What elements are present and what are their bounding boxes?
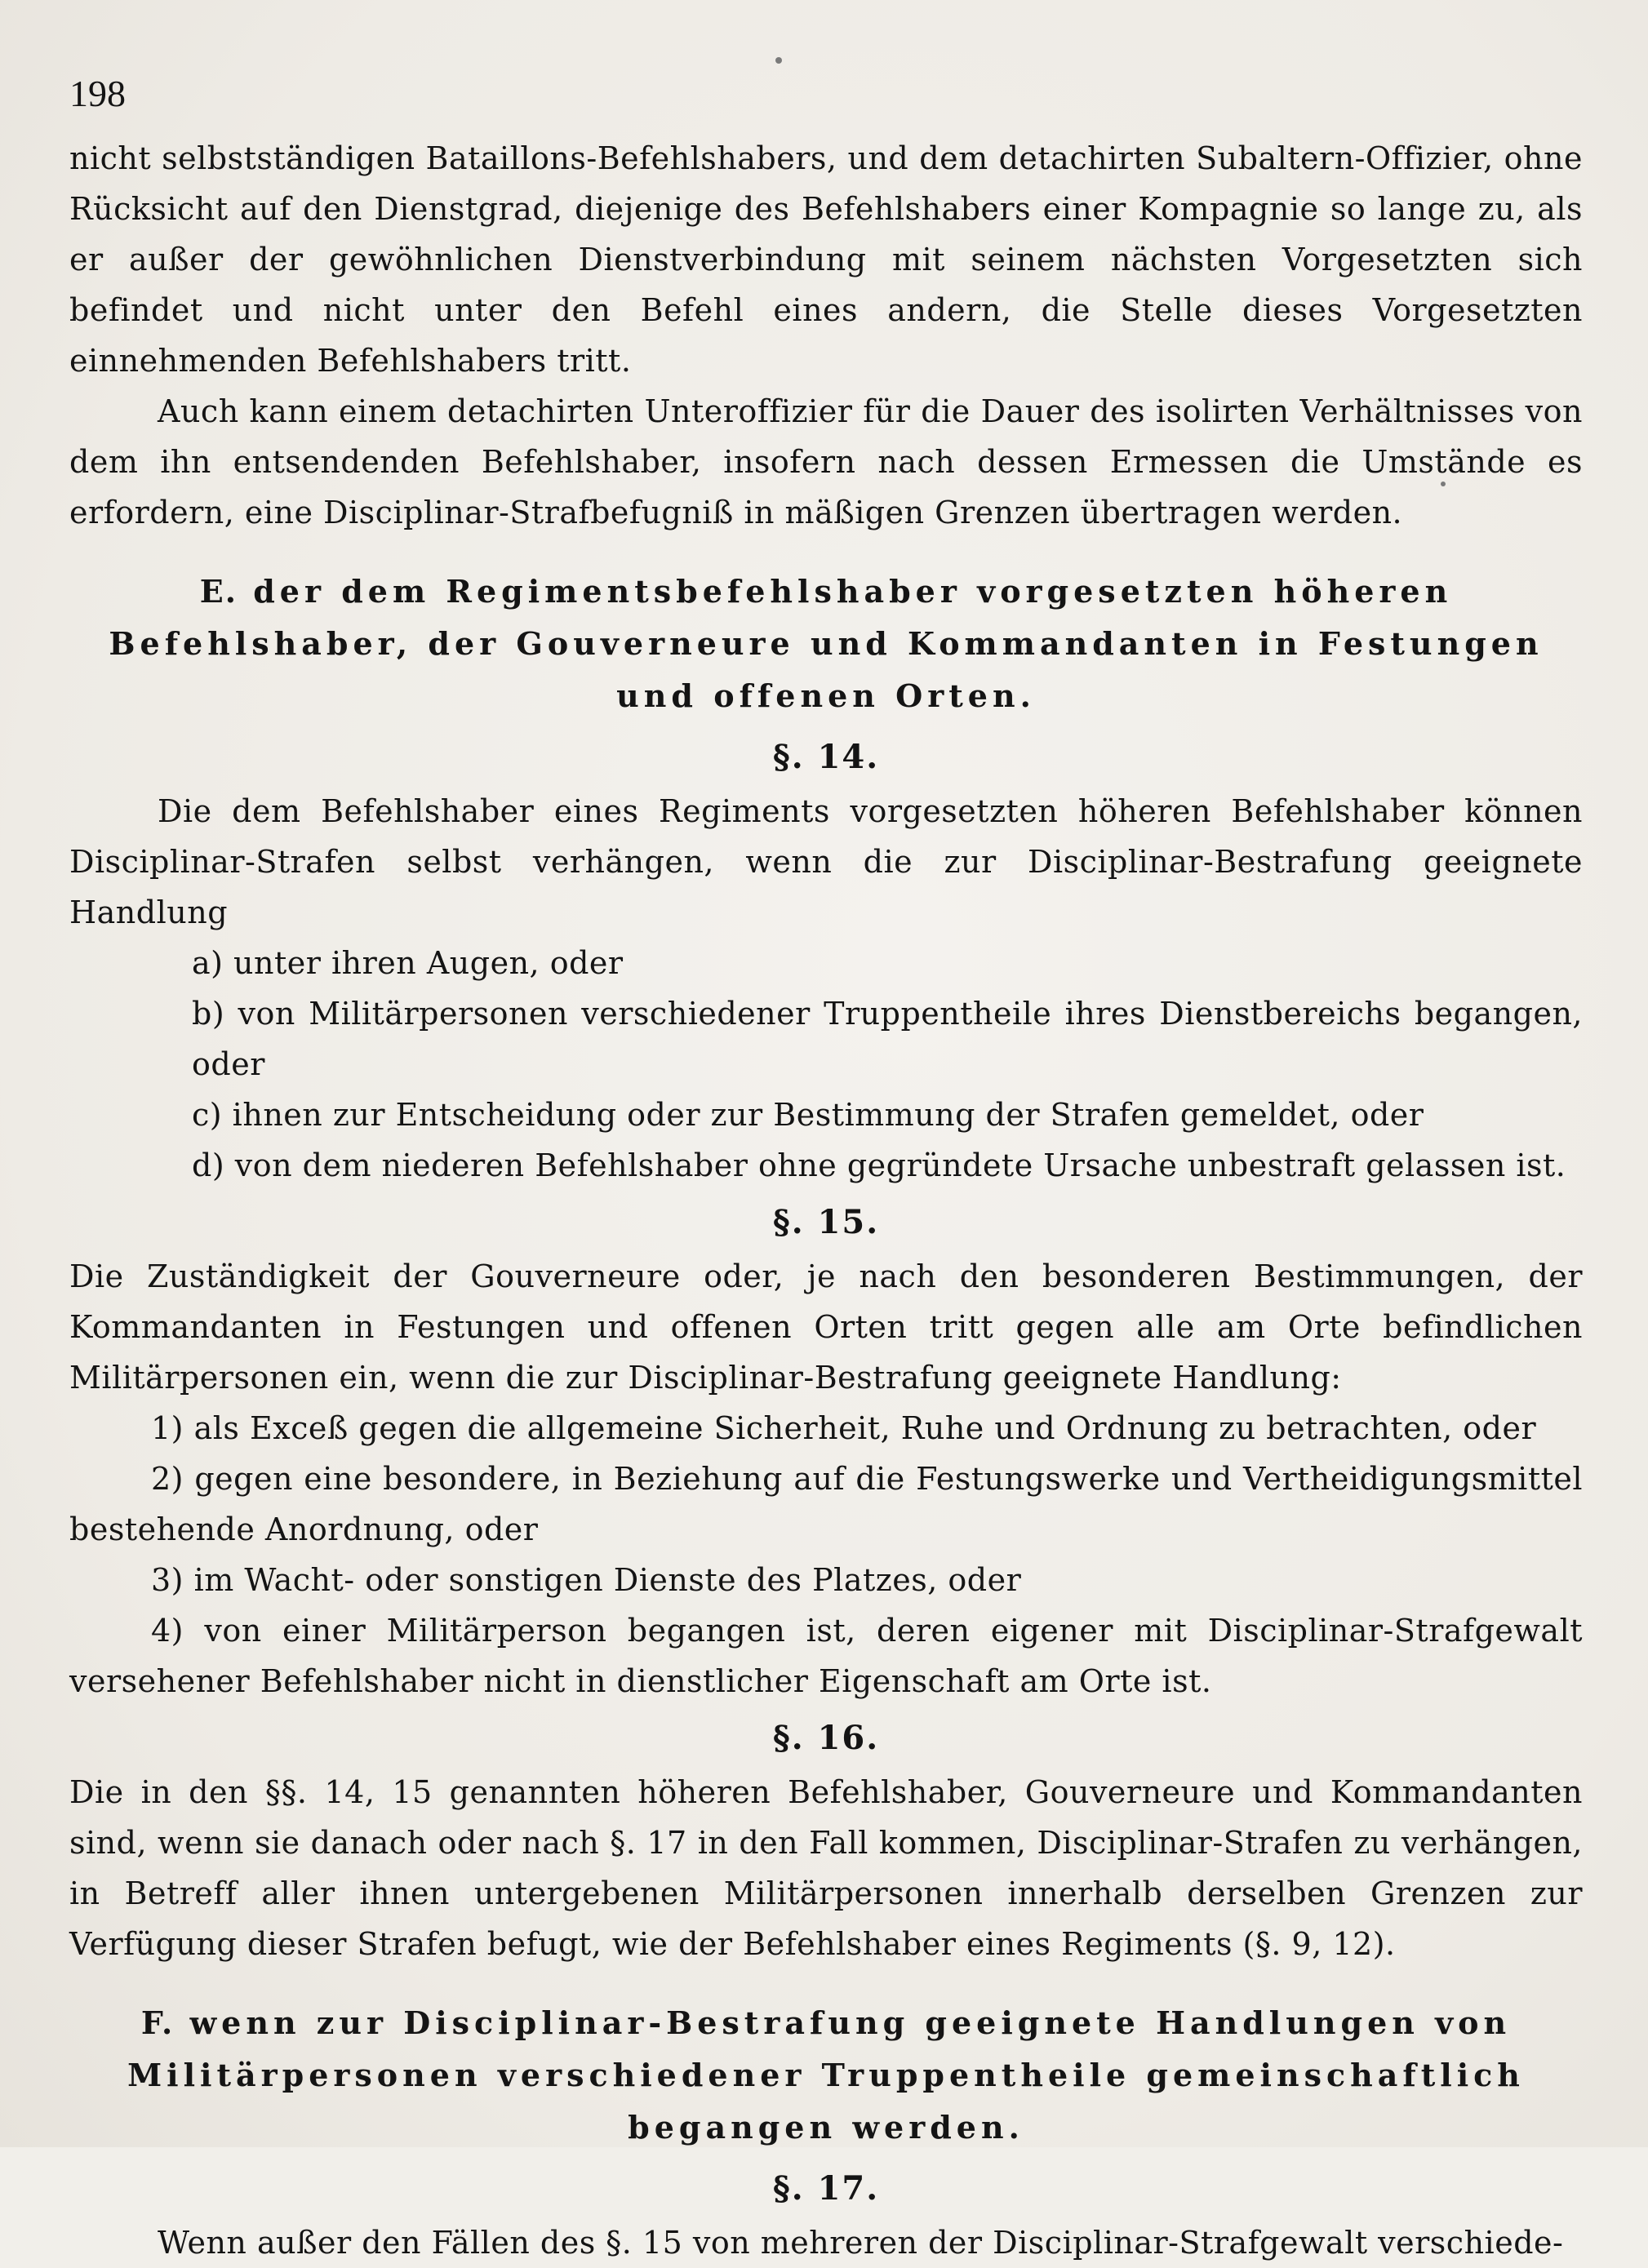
list-item: 2) gegen eine besondere, in Beziehung auf die Festungswerke und Vertheidigungsmittel bestehende Anordnung, oder [69,1461,1583,1547]
list-item: d) von dem niederen Befehlshaber ohne gegründete Ursache unbestraft gelassen ist. [192,1147,1566,1183]
section-mark: §. 16. [772,1719,880,1757]
heading-letter: E. [199,573,238,610]
ink-speck [775,57,782,64]
section-mark: §. 17. [772,2169,880,2208]
section-mark: §. 14. [772,738,880,776]
list-item: 3) im Wacht- oder sonstigen Dienste des Platzes, oder [151,1562,1022,1598]
heading-text: der dem Regimentsbefehlshaber vorgesetzten höheren Befehlshaber, der Gouverneure und Kommandanten in Festungen und offenen Orten. [109,573,1544,714]
list-item: 1) als Exceß gegen die allgemeine Sicherheit, Ruhe und Ordnung zu betrachten, oder [151,1410,1537,1446]
paragraph: nicht selbstständigen Bataillons-Befehlshabers, und dem detachirten Subaltern-Offizier, ohne Rücksicht auf den Dienstgrad, diejenige des Befehlshabers einer Kompagnie so lange zu, als er außer der gewöhnlichen Dienstverbindung mit seinem nächsten Vorgesetzten sich befindet und nicht unter den Befehl eines andern, die Stelle dieses Vorgesetzten einnehmenden Befehlshabers tritt. [69,140,1583,379]
list-item: b) von Militärpersonen verschiedener Truppentheile ihres Dienstbereichs begangen, oder [192,996,1583,1082]
heading-text: wenn zur Disciplinar-Bestrafung geeignete Handlungen von Militärpersonen verschiedener Truppentheile gemeinschaftlich begangen werden. [127,2004,1525,2146]
page-number: 198 [69,73,126,114]
paragraph: Wenn außer den Fällen des §. 15 von mehreren der Disciplinar-Strafgewalt verschiede- [158,2225,1564,2261]
list-item: a) unter ihren Augen, oder [192,945,624,981]
subsection-heading-e [69,566,1583,722]
paragraph: Auch kann einem detachirten Unteroffizier für die Dauer des isolirten Verhältnisses von dem ihn entsendenden Befehlshaber, insofern nach dessen Ermessen die Umstände es erfordern, eine Disciplinar-Strafbefugniß in mäßigen Grenzen übertragen werden. [69,393,1583,530]
paragraph: Die in den §§. 14, 15 genannten höheren Befehlshaber, Gouverneure und Kommandanten sind, wenn sie danach oder nach §. 17 in den Fall kommen, Disciplinar-Strafen zu verhängen, in Betreff aller ihnen untergebenen Militärpersonen innerhalb derselben Grenzen zur Verfügung dieser Strafen befugt, wie der Befehlshaber eines Regiments (§. 9, 12). [69,1774,1583,1962]
list-item: c) ihnen zur Entscheidung oder zur Bestimmung der Strafen gemeldet, oder [192,1097,1424,1133]
list-item: 4) von einer Militärperson begangen ist, deren eigener mit Disciplinar-Strafgewalt versehener Befehlshaber nicht in dienstlicher Eigenschaft am Orte ist. [69,1613,1583,1699]
paragraph: Die Zuständigkeit der Gouverneure oder, je nach den besonderen Bestimmungen, der Kommandanten in Festungen und offenen Orten tritt gegen alle am Orte befindlichen Militärpersonen ein, wenn die zur Disciplinar-Bestrafung geeignete Handlung: [69,1258,1583,1396]
heading-letter: F. [140,2004,175,2041]
paragraph: Die dem Befehlshaber eines Regiments vorgesetzten höheren Befehlshaber können Disciplinar-Strafen selbst verhängen, wenn die zur Disciplinar-Bestrafung geeignete Handlung [69,793,1583,930]
subsection-heading-f [69,1997,1583,2154]
ink-speck [1441,482,1446,486]
section-mark: §. 15. [772,1203,880,1241]
